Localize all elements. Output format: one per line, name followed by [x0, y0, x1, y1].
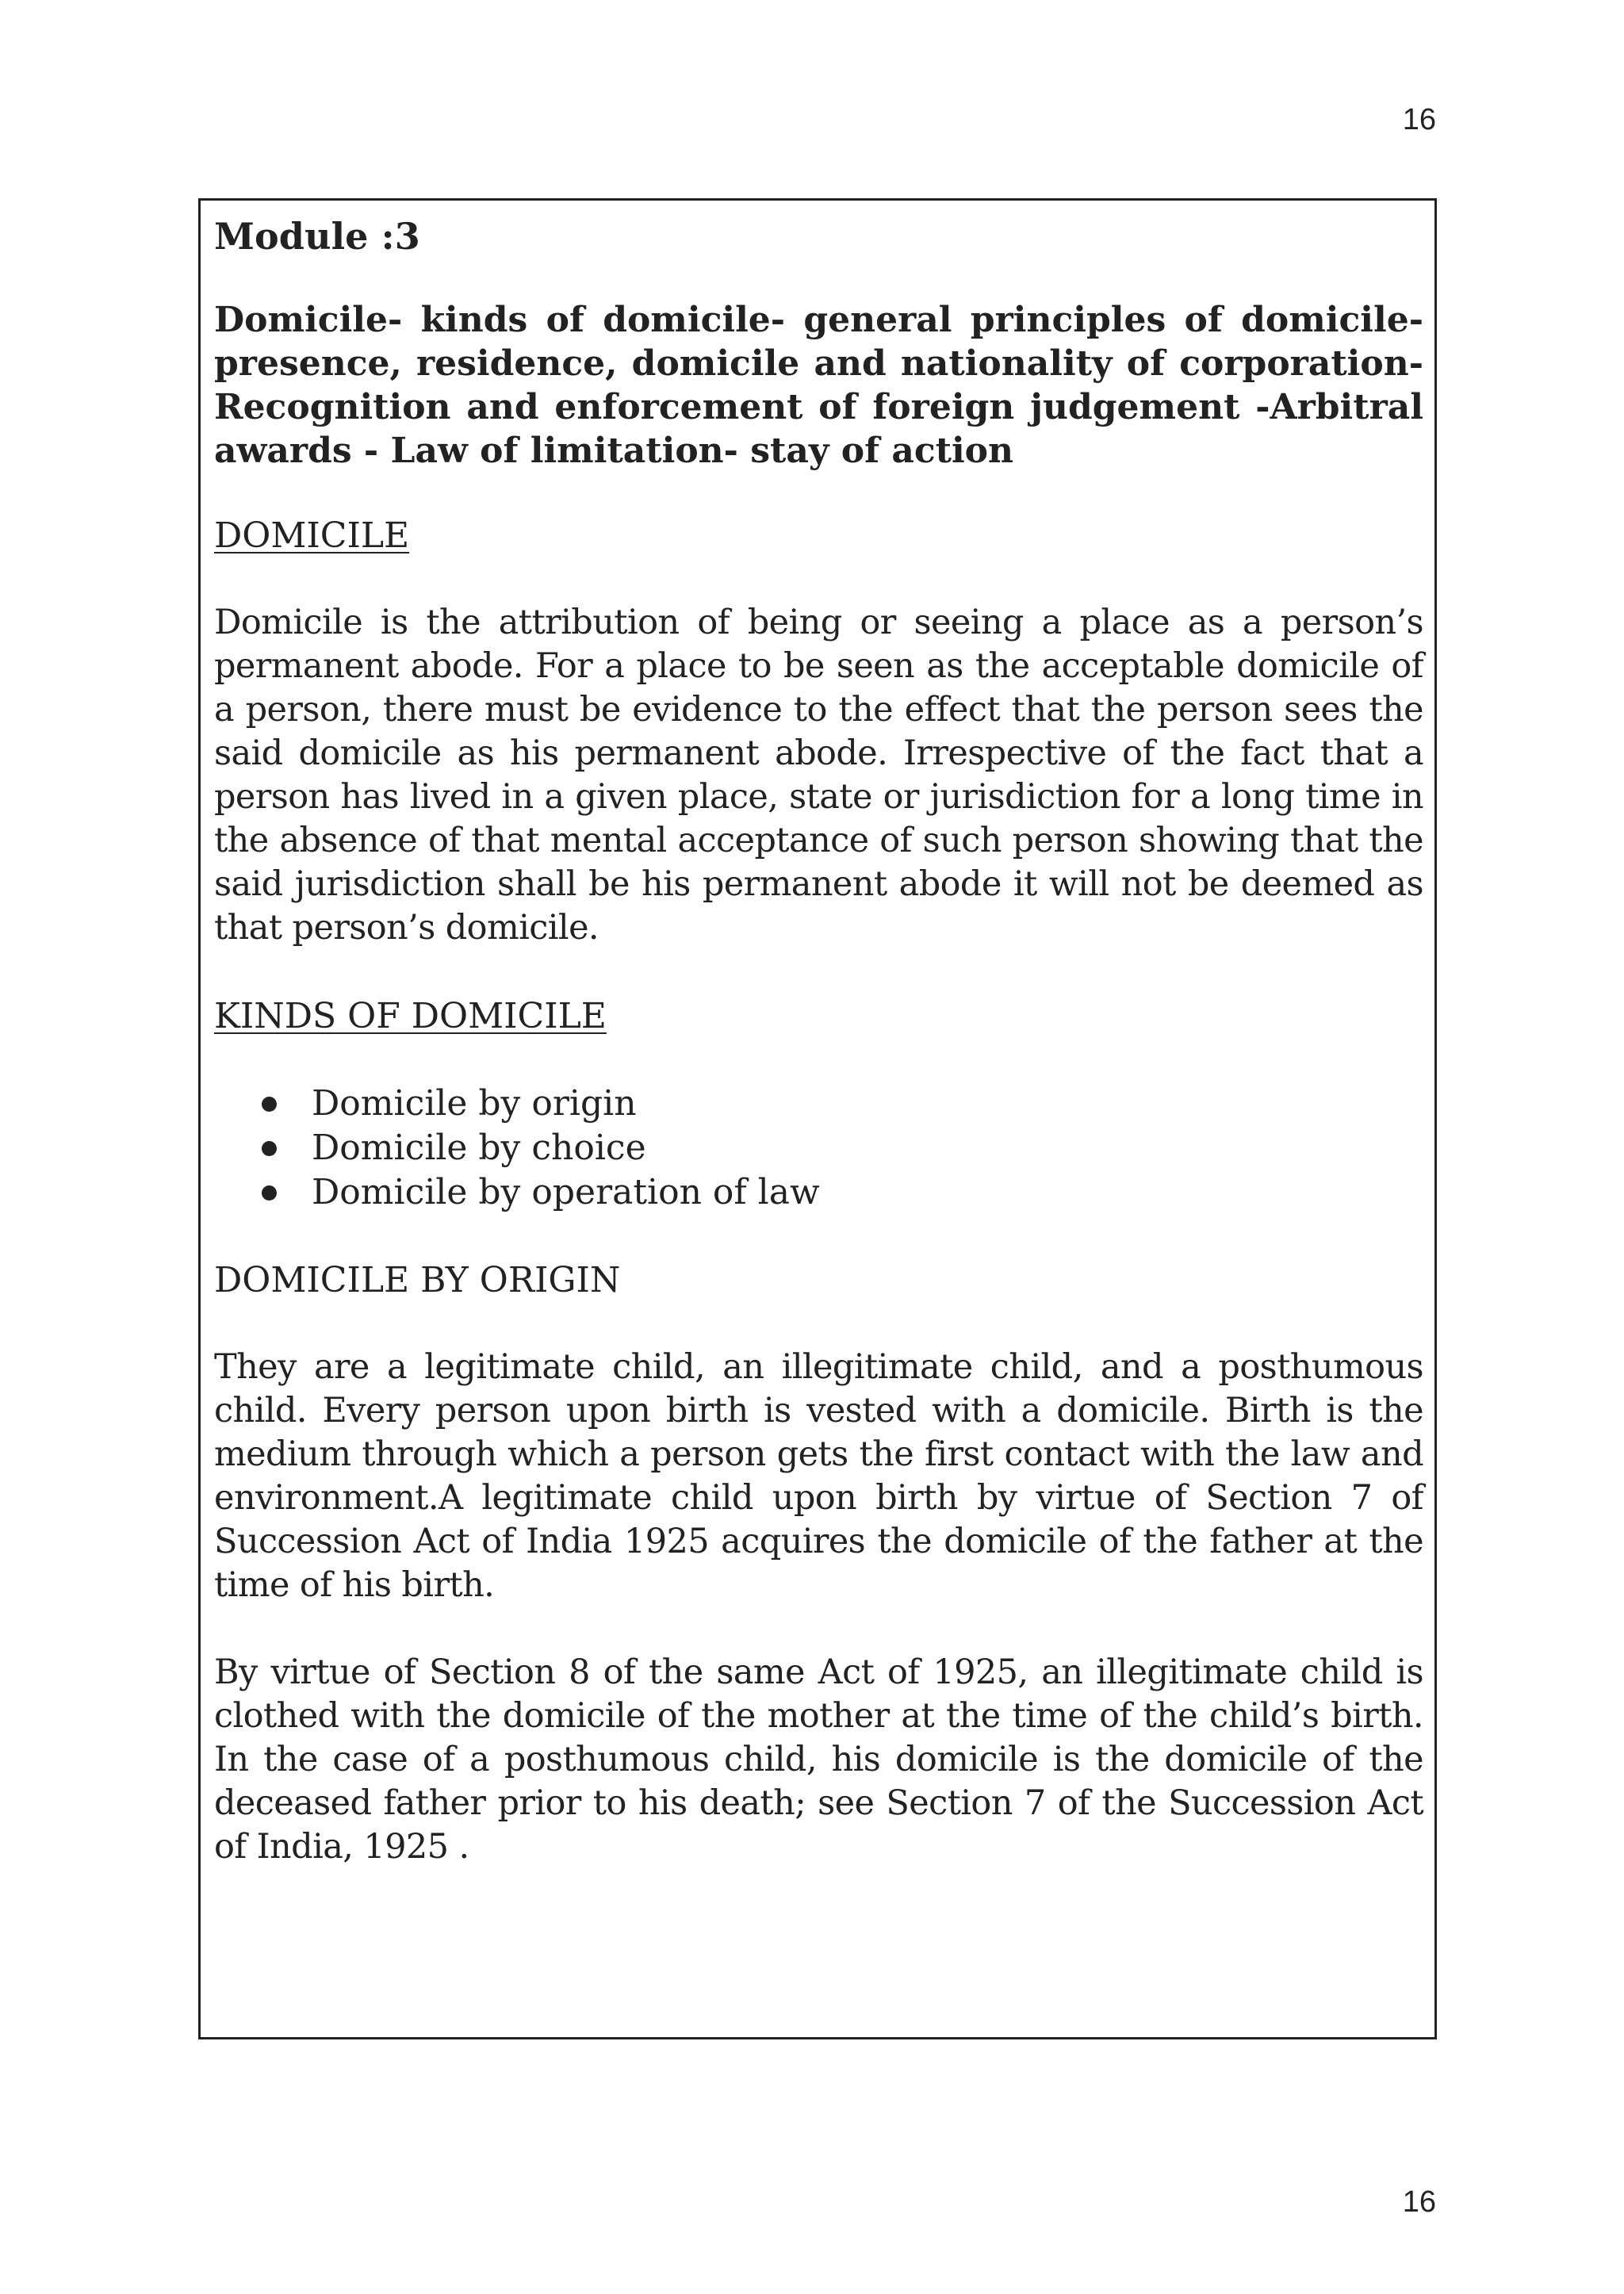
list-item-text: Domicile by choice: [312, 1128, 646, 1168]
list-item-text: Domicile by origin: [312, 1083, 637, 1124]
domicile-paragraph: Domicile is the attribution of being or seeing a place as a person’s permanent abode. For a place to be seen as the acceptable domicile of a person, there must be evidence to the effect that the person sees the said domicile as his permanent abode. Irrespective of the fact that a person has lived in a given place, state or jurisdiction for a long time in the absence of that mental acceptance of such person showing that the said jurisdiction shall be his permanent abode it will not be deemed as that person’s domicile.: [214, 603, 1423, 948]
domicile-by-origin-heading: DOMICILE BY ORIGIN: [214, 1260, 621, 1300]
bullet-icon: [262, 1141, 277, 1156]
domicile-heading: DOMICILE: [214, 515, 410, 556]
module-topics: Domicile- kinds of domicile- general principles of domicile- presence, residence, domicile and nationality of corporation- Recognition and enforcement of foreign judgement -Arbitral awards - Law of limitation- stay of action: [214, 300, 1423, 471]
list-item: [262, 1170, 1423, 1215]
kinds-of-domicile-list: [214, 1082, 1423, 1215]
section-8-paragraph: By virtue of Section 8 of the same Act of 1925, an illegitimate child is clothed with the domicile of the mother at the time of the child’s birth. In the case of a posthumous child, his domicile is the domicile of the deceased father prior to his death; see Section 7 of the Succession Act of India, 1925 .: [214, 1653, 1423, 1867]
domicile-by-origin-paragraph: They are a legitimate child, an illegitimate child, and a posthumous child. Every person upon birth is vested with a domicile. Birth is the medium through which a person gets the first contact with the law and environment.A legitimate child upon birth by virtue of Section 7 of Succession Act of India 1925 acquires the domicile of the father at the time of his birth.: [214, 1347, 1423, 1605]
page-number-top: 16: [1402, 103, 1436, 136]
list-item: [262, 1082, 1423, 1126]
module-title: Module :3: [214, 215, 420, 258]
list-item: [262, 1126, 1423, 1170]
kinds-of-domicile-heading: KINDS OF DOMICILE: [214, 996, 607, 1036]
module-content-box: [198, 198, 1437, 2039]
page-number-bottom: 16: [1402, 2185, 1436, 2219]
bullet-icon: [262, 1097, 277, 1112]
bullet-icon: [262, 1185, 277, 1201]
list-item-text: Domicile by operation of law: [312, 1172, 820, 1212]
